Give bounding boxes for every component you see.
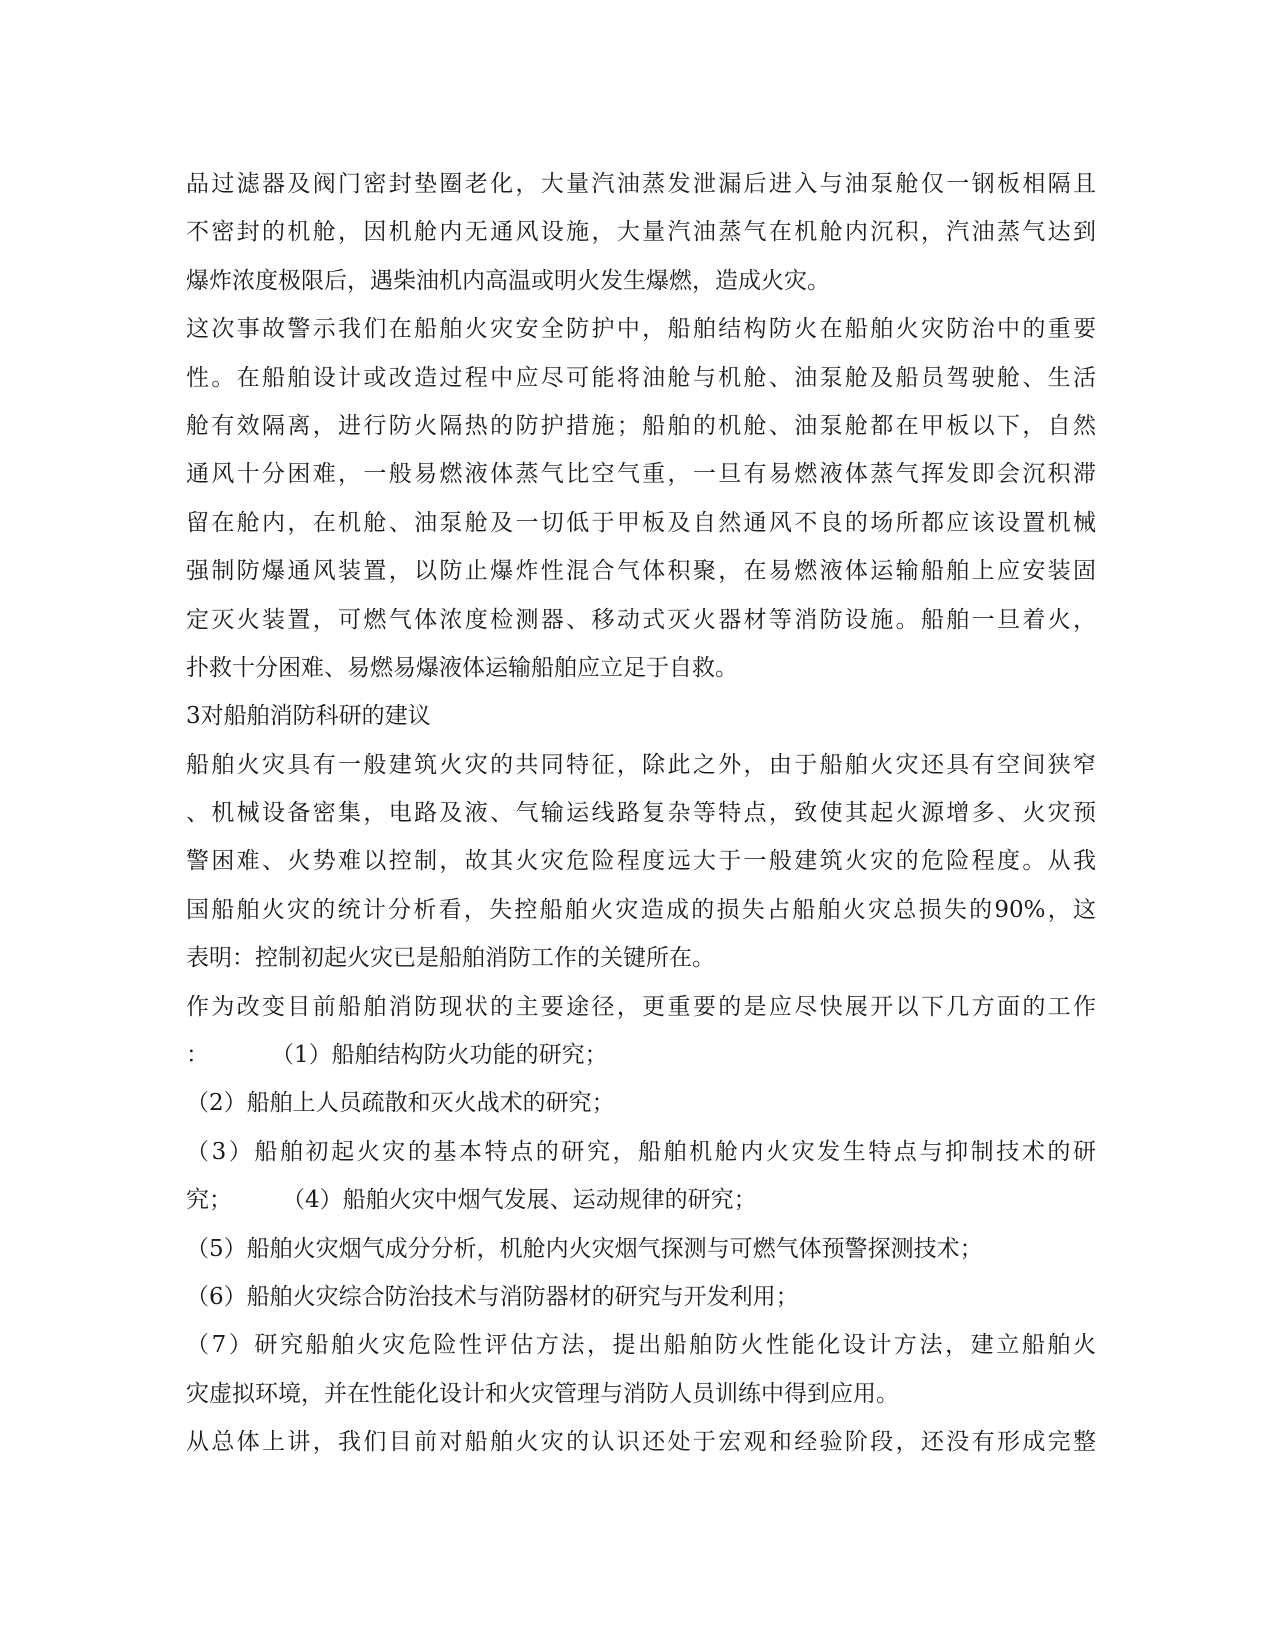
text-line: 性。在船舶设计或改造过程中应尽可能将油舱与机舱、油泵舱及船员驾驶舱、生活 bbox=[186, 364, 1096, 391]
text-line: 国船舶火灾的统计分析看，失控船舶火灾造成的损失占船舶火灾总损失的90%，这 bbox=[186, 896, 1096, 923]
list-item-3-end: 究； bbox=[186, 1187, 232, 1214]
text-line: 灾虚拟环境，并在性能化设计和火灾管理与消防人员训练中得到应用。 bbox=[186, 1380, 899, 1407]
text-line: 通风十分困难，一般易燃液体蒸气比空气重，一旦有易燃液体蒸气挥发即会沉积滞 bbox=[186, 461, 1096, 488]
text-line: 舱有效隔离，进行防火隔热的防护措施；船舶的机舱、油泵舱都在甲板以下，自然 bbox=[186, 412, 1096, 439]
list-item-5: （5）船舶火灾烟气成分分析，机舱内火灾烟气探测与可燃气体预警探测技术； bbox=[186, 1235, 983, 1262]
text-line: 从总体上讲，我们目前对船舶火灾的认识还处于宏观和经验阶段，还没有形成完整 bbox=[186, 1429, 1096, 1456]
list-item-4: （4）船舶火灾中烟气发展、运动规律的研究； bbox=[282, 1187, 757, 1214]
text-line bbox=[186, 1031, 1096, 1079]
text-line: 船舶火灾具有一般建筑火灾的共同特征，除此之外，由于船舶火灾还具有空间狭窄 bbox=[186, 751, 1096, 778]
text-line: 、机械设备密集，电路及液、气输运线路复杂等特点，致使其起火源增多、火灾预 bbox=[186, 800, 1096, 827]
text-line bbox=[186, 1176, 1096, 1224]
text-line: 这次事故警示我们在船舶火灾安全防护中，船舶结构防火在船舶火灾防治中的重要 bbox=[186, 316, 1096, 343]
text-line: 定灭火装置，可燃气体浓度检测器、移动式灭火器材等消防设施。船舶一旦着火， bbox=[186, 606, 1096, 633]
text-line: 表明：控制初起火灾已是船舶消防工作的关键所在。 bbox=[186, 945, 715, 972]
body-text bbox=[186, 160, 1096, 1467]
text-line: 警困难、火势难以控制，故其火灾危险程度远大于一般建筑火灾的危险程度。从我 bbox=[186, 848, 1096, 875]
colon-fragment: ： bbox=[186, 1042, 209, 1069]
list-item-1: （1）船舶结构防火功能的研究； bbox=[271, 1042, 608, 1069]
text-line: 不密封的机舱，因机舱内无通风设施，大量汽油蒸气在机舱内沉积，汽油蒸气达到 bbox=[186, 219, 1096, 246]
text-line: 品过滤器及阀门密封垫圈老化，大量汽油蒸发泄漏后进入与油泵舱仅一钢板相隔且 bbox=[186, 171, 1096, 197]
list-item-2: （2）船舶上人员疏散和灭火战术的研究； bbox=[186, 1090, 615, 1117]
list-item-7: （7）研究船舶火灾危险性评估方法，提出船舶防火性能化设计方法，建立船舶火 bbox=[186, 1332, 1096, 1359]
list-item-3: （3）船舶初起火灾的基本特点的研究，船舶机舱内火灾发生特点与抑制技术的研 bbox=[186, 1138, 1096, 1165]
text-line: 留在舱内，在机舱、油泵舱及一切低于甲板及自然通风不良的场所都应该设置机械 bbox=[186, 509, 1096, 536]
text-line: 作为改变目前船舶消防现状的主要途径，更重要的是应尽快展开以下几方面的工作 bbox=[186, 993, 1096, 1020]
text-line: 爆炸浓度极限后，遇柴油机内高温或明火发生爆燃，造成火灾。 bbox=[186, 267, 830, 294]
section-heading: 3对船舶消防科研的建议 bbox=[186, 703, 431, 730]
text-line: 扑救十分困难、易燃易爆液体运输船舶应立足于自救。 bbox=[186, 654, 738, 681]
list-item-6: （6）船舶火灾综合防治技术与消防器材的研究与开发利用； bbox=[186, 1283, 799, 1310]
text-line: 强制防爆通风装置，以防止爆炸性混合气体积聚，在易燃液体运输船舶上应安装固 bbox=[186, 558, 1096, 585]
